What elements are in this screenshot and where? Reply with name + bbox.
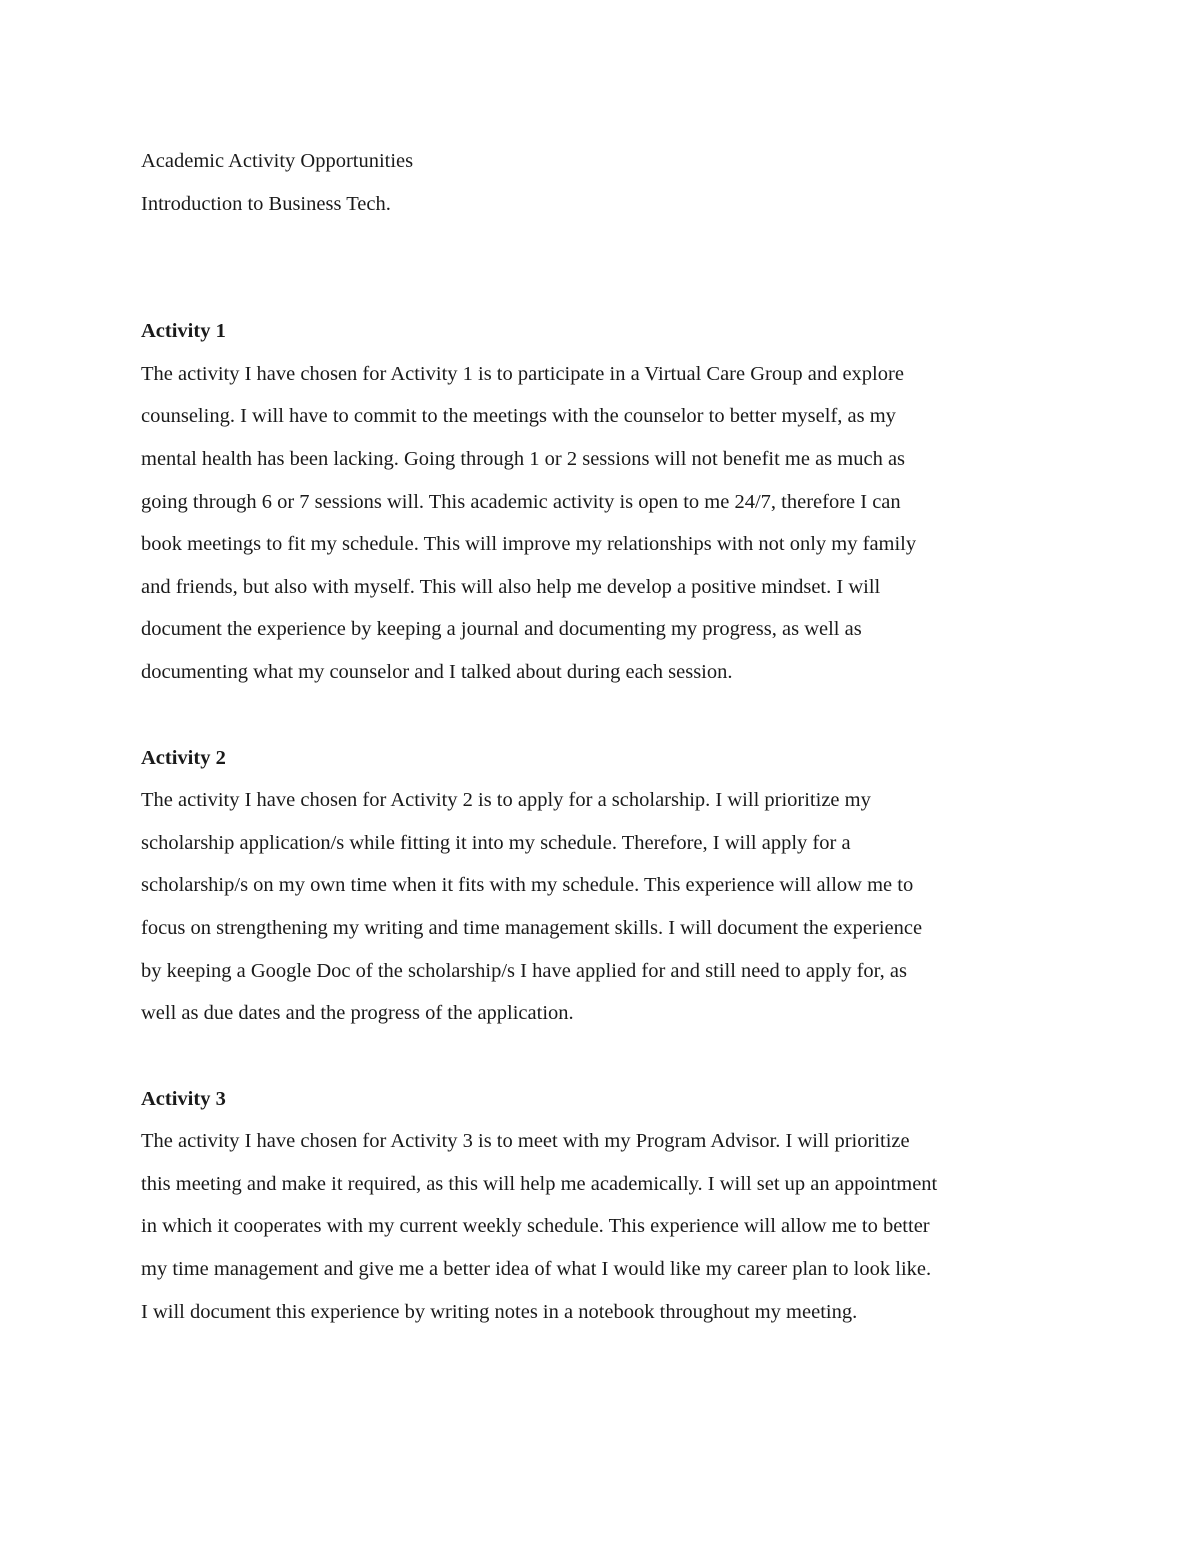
paragraph-line: focus on strengthening my writing and time management skills. I will document the experience: [141, 916, 923, 939]
paragraph-line: I will document this experience by writing notes in a notebook throughout my meeting.: [141, 1300, 858, 1323]
paragraph-line: The activity I have chosen for Activity 1 is to participate in a Virtual Care Group and explore: [141, 362, 904, 385]
paragraph-line: book meetings to fit my schedule. This will improve my relationships with not only my family: [141, 533, 917, 556]
paragraph-line: scholarship/s on my own time when it fits with my schedule. This experience will allow me to: [141, 874, 914, 897]
paragraph-line: documenting what my counselor and I talked about during each session.: [141, 660, 733, 683]
paragraph-line: The activity I have chosen for Activity 2 is to apply for a scholarship. I will prioritize my: [141, 789, 871, 812]
document-body: [141, 140, 1071, 1333]
paragraph-line: scholarship application/s while fitting it into my schedule. Therefore, I will apply for a: [141, 831, 851, 854]
paragraph-line: going through 6 or 7 sessions will. This academic activity is open to me 24/7, therefore I can: [141, 490, 901, 513]
paragraph-line: document the experience by keeping a journal and documenting my progress, as well as: [141, 618, 862, 641]
paragraph-line: mental health has been lacking. Going through 1 or 2 sessions will not benefit me as much as: [141, 447, 906, 470]
course-name: Introduction to Business Tech.: [141, 192, 391, 215]
activity-section: [141, 1078, 1071, 1334]
section-heading: Activity 1: [141, 320, 226, 343]
section-heading: Activity 3: [141, 1087, 226, 1110]
paragraph-line: well as due dates and the progress of the application.: [141, 1002, 574, 1025]
spacer: [141, 225, 1071, 310]
activity-section: [141, 310, 1071, 693]
paragraph-line: and friends, but also with myself. This will also help me develop a positive mindset. I will: [141, 575, 881, 598]
section-heading: Activity 2: [141, 746, 226, 769]
paragraph-line: counseling. I will have to commit to the meetings with the counselor to better myself, as my: [141, 405, 896, 428]
paragraph-line: The activity I have chosen for Activity 3 is to meet with my Program Advisor. I will prioritize: [141, 1130, 910, 1153]
activity-section: [141, 737, 1071, 1035]
paragraph-line: by keeping a Google Doc of the scholarship/s I have applied for and still need to apply for, as: [141, 959, 908, 982]
paragraph-line: in which it cooperates with my current weekly schedule. This experience will allow me to better: [141, 1215, 930, 1238]
paragraph-line: my time management and give me a better idea of what I would like my career plan to look like.: [141, 1258, 932, 1281]
paragraph-line: this meeting and make it required, as this will help me academically. I will set up an appointment: [141, 1172, 938, 1195]
document-title: Academic Activity Opportunities: [141, 150, 414, 172]
